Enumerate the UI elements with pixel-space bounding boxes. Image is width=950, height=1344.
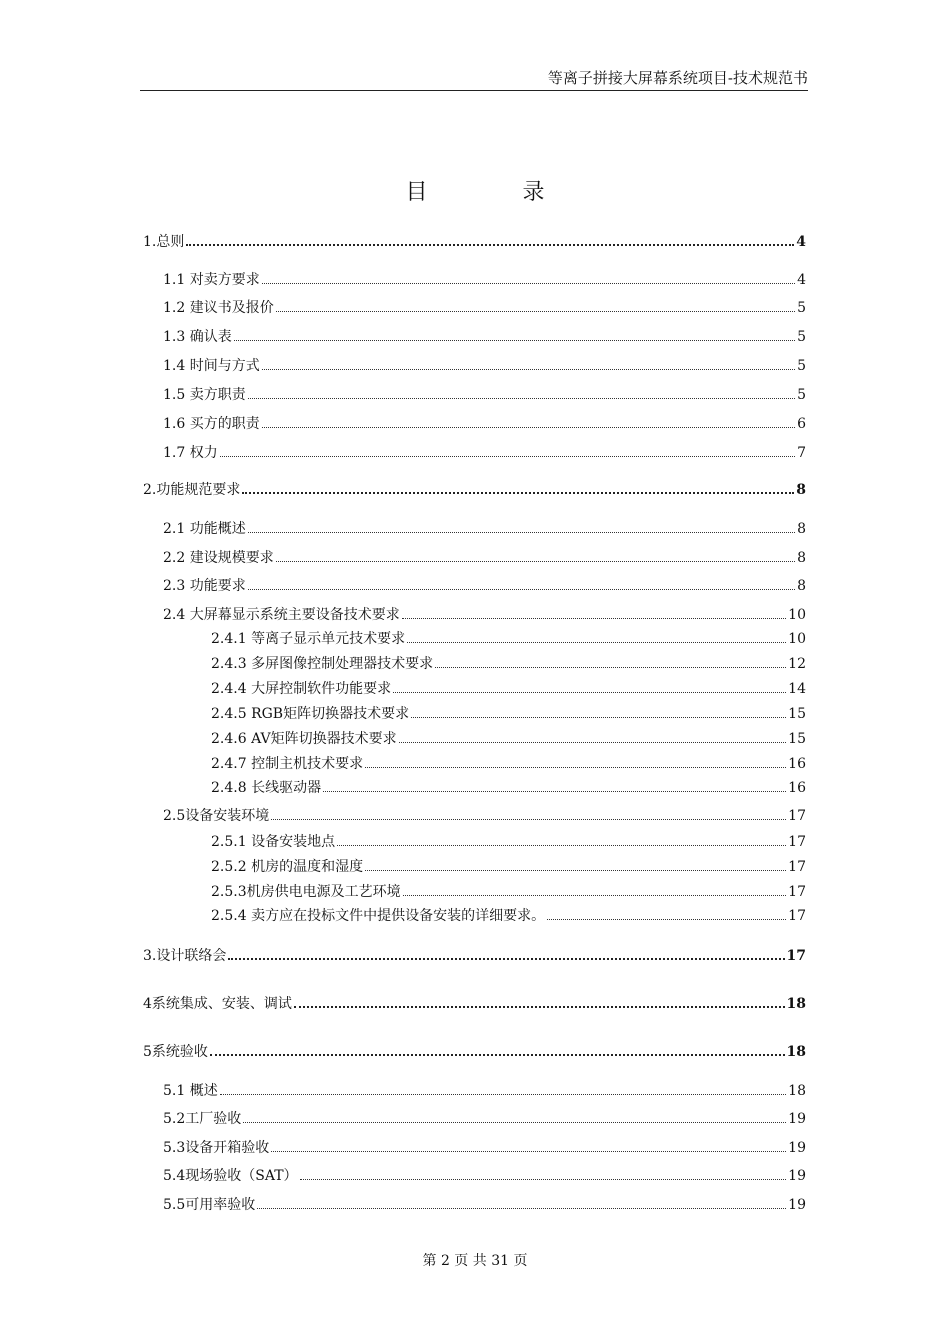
toc-entry-label: 2.4 大屏幕显示系统主要设备技术要求 <box>163 607 400 623</box>
toc-dot-leader <box>294 1006 785 1008</box>
toc-entry-page: 17 <box>788 859 806 875</box>
toc-entry[interactable] <box>163 1139 806 1157</box>
toc-entry-page: 8 <box>797 521 806 537</box>
toc-entry[interactable] <box>211 730 806 748</box>
toc-entry[interactable] <box>211 779 806 797</box>
toc-entry-label: 2.4.6 AV矩阵切换器技术要求 <box>211 731 397 747</box>
toc-entry-label: 2.4.8 长线驱动器 <box>211 780 322 796</box>
toc-dot-leader <box>243 1122 786 1123</box>
toc-entry-label: 5.1 概述 <box>163 1083 218 1099</box>
toc-dot-leader <box>323 791 786 792</box>
toc-entry-page: 6 <box>797 416 806 432</box>
toc-entry-label: 2.4.4 大屏控制软件功能要求 <box>211 681 392 697</box>
toc-entry-label: 2.5.4 卖方应在投标文件中提供设备安装的详细要求。 <box>211 908 546 924</box>
toc-entry-page: 19 <box>788 1111 806 1127</box>
toc-entry-label: 1.7 权力 <box>163 445 218 461</box>
toc-dot-leader <box>262 427 795 428</box>
toc-dot-leader <box>393 692 786 693</box>
toc-entry-page: 17 <box>788 884 806 900</box>
toc-entry-page: 15 <box>788 706 806 722</box>
toc-entry[interactable] <box>163 520 806 538</box>
toc-dot-leader <box>220 456 795 457</box>
toc-dot-leader <box>399 742 787 743</box>
toc-entry-page: 18 <box>788 1083 806 1099</box>
toc-dot-leader <box>365 767 786 768</box>
toc-dot-leader <box>276 311 795 312</box>
toc-entry[interactable] <box>163 606 806 624</box>
toc-entry-page: 19 <box>788 1197 806 1213</box>
toc-entry-label: 3.设计联络会 <box>143 948 227 964</box>
toc-entry-label: 5.2工厂验收 <box>163 1111 242 1127</box>
toc-entry[interactable] <box>211 858 806 876</box>
toc-entry-page: 8 <box>797 550 806 566</box>
toc-entry[interactable] <box>163 1167 806 1185</box>
toc-entry-page: 17 <box>788 834 806 850</box>
toc-entry-label: 2.5.2 机房的温度和湿度 <box>211 859 364 875</box>
toc-entry-label: 4系统集成、安装、调试 <box>143 996 292 1012</box>
toc-dot-leader <box>248 398 795 399</box>
toc-entry[interactable] <box>211 833 806 851</box>
toc-entry-page: 5 <box>797 387 806 403</box>
toc-entry[interactable] <box>163 1082 806 1100</box>
toc-entry-page: 15 <box>788 731 806 747</box>
toc-entry-page: 14 <box>788 681 806 697</box>
toc-entry-page: 8 <box>796 482 806 498</box>
toc-entry-label: 5.5可用率验收 <box>163 1197 256 1213</box>
toc-entry-label: 2.1 功能概述 <box>163 521 246 537</box>
page-footer: 第 2 页 共 31 页 <box>422 1253 528 1269</box>
toc-entry-label: 2.4.5 RGB矩阵切换器技术要求 <box>211 706 410 722</box>
toc-entry-page: 8 <box>797 578 806 594</box>
toc-dot-leader <box>300 1179 787 1180</box>
toc-dot-leader <box>248 589 795 590</box>
toc-dot-leader <box>248 532 795 533</box>
toc-dot-leader <box>365 870 786 871</box>
toc-entry-page: 16 <box>788 756 806 772</box>
toc-dot-leader <box>234 340 795 341</box>
toc-entry[interactable] <box>143 1043 806 1061</box>
toc-entry-label: 1.5 卖方职责 <box>163 387 246 403</box>
toc-entry-label: 2.5设备安装环境 <box>163 808 270 824</box>
toc-entry-page: 12 <box>788 656 806 672</box>
toc-entry[interactable] <box>143 947 806 965</box>
toc-dot-leader <box>547 919 786 920</box>
toc-entry[interactable] <box>163 271 806 289</box>
toc-entry[interactable] <box>163 444 806 462</box>
toc-entry[interactable] <box>163 357 806 375</box>
toc-dot-leader <box>186 244 794 246</box>
toc-entry[interactable] <box>163 1110 806 1128</box>
toc-entry-label: 2.4.3 多屏图像控制处理器技术要求 <box>211 656 434 672</box>
toc-dot-leader <box>228 958 784 960</box>
toc-entry-page: 4 <box>797 272 806 288</box>
toc-entry-label: 5.3设备开箱验收 <box>163 1140 270 1156</box>
toc-entry[interactable] <box>143 995 806 1013</box>
toc-entry[interactable] <box>163 549 806 567</box>
toc-entry[interactable] <box>211 630 806 648</box>
toc-dot-leader <box>435 667 786 668</box>
toc-entry-page: 10 <box>788 631 806 647</box>
toc-entry-label: 2.2 建设规模要求 <box>163 550 274 566</box>
toc-dot-leader <box>271 1151 786 1152</box>
page-title: 目 录 <box>405 180 589 205</box>
header-doc-title: 等离子拼接大屏幕系统项目-技术规范书 <box>547 69 808 87</box>
toc-dot-leader <box>220 1094 786 1095</box>
toc-entry-label: 5系统验收 <box>143 1044 208 1060</box>
toc-entry-label: 2.5.1 设备安装地点 <box>211 834 336 850</box>
toc-entry-page: 7 <box>797 445 806 461</box>
toc-entry[interactable] <box>211 680 806 698</box>
toc-entry-page: 19 <box>788 1140 806 1156</box>
toc-entry-page: 18 <box>786 996 806 1012</box>
toc-entry-label: 1.4 时间与方式 <box>163 358 260 374</box>
toc-dot-leader <box>402 618 786 619</box>
toc-entry-label: 1.2 建议书及报价 <box>163 300 274 316</box>
toc-dot-leader <box>337 845 786 846</box>
toc-entry-label: 2.3 功能要求 <box>163 578 246 594</box>
toc-entry-page: 17 <box>788 908 806 924</box>
toc-dot-leader <box>257 1208 786 1209</box>
toc-entry[interactable] <box>211 755 806 773</box>
toc-dot-leader <box>262 369 795 370</box>
toc-entry[interactable] <box>211 705 806 723</box>
toc-dot-leader <box>403 895 787 896</box>
toc-entry[interactable] <box>163 328 806 346</box>
toc-dot-leader <box>242 492 794 494</box>
toc-dot-leader <box>262 283 795 284</box>
toc-entry-label: 1.1 对卖方要求 <box>163 272 260 288</box>
toc-entry-label: 1.3 确认表 <box>163 329 232 345</box>
toc-dot-leader <box>210 1054 785 1056</box>
toc-entry-page: 5 <box>797 358 806 374</box>
toc-entry-label: 5.4现场验收（SAT） <box>163 1168 298 1184</box>
toc-dot-leader <box>276 561 795 562</box>
toc-dot-leader <box>407 642 786 643</box>
toc-entry-label: 2.功能规范要求 <box>143 482 241 498</box>
toc-entry-page: 5 <box>797 300 806 316</box>
toc-entry[interactable] <box>163 415 806 433</box>
toc-entry-label: 2.4.7 控制主机技术要求 <box>211 756 364 772</box>
toc-dot-leader <box>411 717 786 718</box>
toc-entry[interactable] <box>163 577 806 595</box>
toc-entry-page: 18 <box>786 1044 806 1060</box>
toc-entry[interactable] <box>211 655 806 673</box>
toc-entry[interactable] <box>163 807 806 825</box>
toc-entry[interactable] <box>163 1196 806 1214</box>
toc-dot-leader <box>271 819 786 820</box>
toc-entry[interactable] <box>163 386 806 404</box>
toc-entry[interactable] <box>211 883 806 901</box>
toc-entry-page: 4 <box>796 234 806 250</box>
toc-entry[interactable] <box>163 299 806 317</box>
toc-entry-page: 17 <box>786 948 806 964</box>
toc-entry-page: 5 <box>797 329 806 345</box>
toc-entry-page: 10 <box>788 607 806 623</box>
toc-entry-page: 16 <box>788 780 806 796</box>
toc-entry-page: 17 <box>788 808 806 824</box>
toc-entry-label: 1.6 买方的职责 <box>163 416 260 432</box>
toc-entry[interactable] <box>143 233 806 251</box>
toc-entry-label: 1.总则 <box>143 234 185 250</box>
toc-entry[interactable] <box>211 907 806 925</box>
header-rule <box>140 90 808 91</box>
toc-entry[interactable] <box>143 481 806 499</box>
toc-entry-label: 2.5.3机房供电电源及工艺环境 <box>211 884 401 900</box>
toc-entry-page: 19 <box>788 1168 806 1184</box>
toc-entry-label: 2.4.1 等离子显示单元技术要求 <box>211 631 406 647</box>
